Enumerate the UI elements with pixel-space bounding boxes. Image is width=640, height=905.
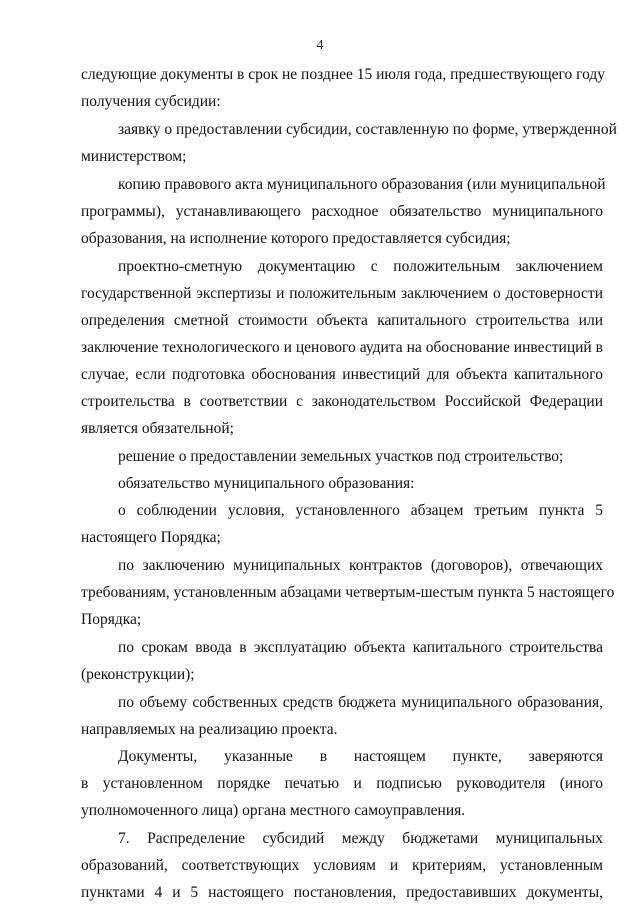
text-line: Документы, указанные в настоящем пункте, заверяются bbox=[118, 748, 603, 765]
text-line: случае, если подготовка обоснования инвестиций для объекта капитального bbox=[81, 366, 603, 383]
text-line: Порядка; bbox=[81, 611, 142, 628]
text-line: копию правового акта муниципального образования (или муниципальной bbox=[118, 176, 606, 193]
text-line: о соблюдении условия, установленного абзацем третьим пункта 5 bbox=[118, 502, 603, 519]
page-number: 4 bbox=[316, 38, 324, 53]
text-line: по срокам ввода в эксплуатацию объекта капитального строительства bbox=[118, 639, 603, 656]
text-line: заявку о предоставлении субсидии, составленную по форме, утвержденной bbox=[118, 121, 617, 138]
text-line: решение о предоставлении земельных участков под строительство; bbox=[118, 448, 564, 465]
text-line: 7. Распределение субсидий между бюджетами муниципальных bbox=[118, 830, 603, 847]
text-line: определения сметной стоимости объекта капитального строительства или bbox=[81, 312, 603, 329]
text-line: уполномоченного лица) органа местного самоуправления. bbox=[81, 802, 466, 819]
text-line: требованиям, установленным абзацами четвертым-шестым пункта 5 настоящего bbox=[81, 584, 615, 601]
text-line: программы), устанавливающего расходное обязательство муниципального bbox=[81, 203, 603, 220]
text-line: по заключению муниципальных контрактов (договоров), отвечающих bbox=[118, 557, 603, 574]
text-line: направляемых на реализацию проекта. bbox=[81, 721, 338, 738]
text-line: строительства в соответствии с законодательством Российской Федерации bbox=[81, 393, 603, 410]
text-line: в установленном порядке печатью и подписью руководителя (иного bbox=[81, 775, 603, 792]
text-line: государственной экспертизы и положительным заключением о достоверности bbox=[81, 285, 603, 302]
text-line: министерством; bbox=[81, 148, 187, 165]
text-line: получения субсидии: bbox=[81, 93, 221, 110]
text-line: настоящего Порядка; bbox=[81, 529, 221, 546]
text-line: обязательство муниципального образования: bbox=[118, 475, 415, 492]
text-line: следующие документы в срок не позднее 15 июля года, предшествующего году bbox=[81, 66, 606, 83]
text-line: (реконструкции); bbox=[81, 666, 195, 683]
text-line: по объему собственных средств бюджета муниципального образования, bbox=[118, 694, 603, 711]
text-line: заключение технологического и ценового аудита на обоснование инвестиций в bbox=[81, 339, 603, 356]
text-line: образования, на исполнение которого предоставляется субсидия; bbox=[81, 230, 511, 247]
text-line: проектно-сметную документацию с положительным заключением bbox=[118, 258, 603, 275]
text-line: является обязательной; bbox=[81, 420, 234, 437]
text-line: пунктами 4 и 5 настоящего постановления, предоставивших документы, bbox=[81, 884, 603, 901]
text-line: образований, соответствующих условиям и критериям, установленным bbox=[81, 857, 603, 874]
